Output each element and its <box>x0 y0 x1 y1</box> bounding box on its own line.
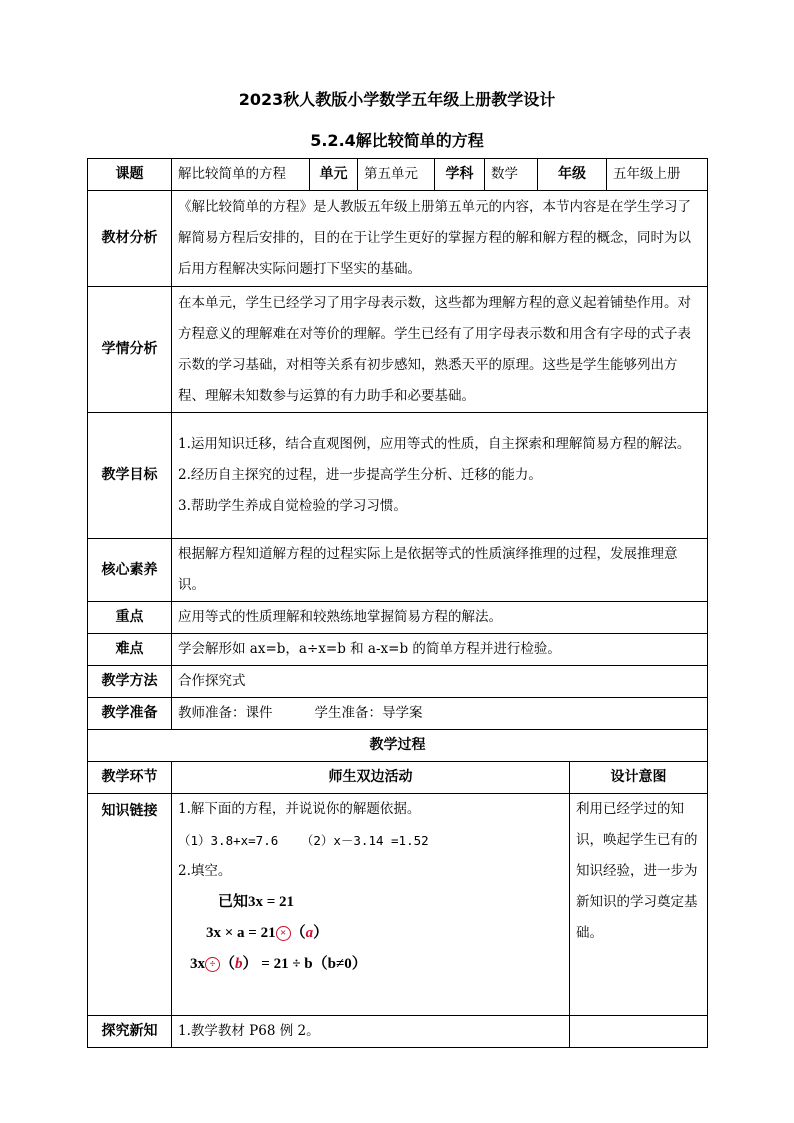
grade-label: 年级 <box>538 159 607 191</box>
paren-open: （ <box>290 925 306 941</box>
teacher-prep: 教师准备：课件 <box>178 705 273 721</box>
math-3-left: 3x <box>190 956 205 972</box>
col-stage-header: 教学环节 <box>88 762 172 794</box>
math-line-1: 已知3x = 21 <box>218 894 295 910</box>
col-intent-header: 设计意图 <box>570 762 708 794</box>
learning-text: 在本单元，学生已经学习了用字母表示数，这些都为理解方程的意义起着铺垫作用。对方程意义的理解难在对等价的理解。学生已经有了用字母表示数和用含有字母的式子表示数的学习基础，对相等关系有初步感知，熟悉天平的原理。这些是学生能够列出方程、理解未知数参与运算的有力助手和必要基础。 <box>172 287 708 413</box>
prep-label: 教学准备 <box>88 698 172 730</box>
link-question-2: 2.填空。 <box>178 863 232 879</box>
equation-1: （1）3.8+x=7.6 <box>178 833 279 848</box>
core-label: 核心素养 <box>88 539 172 602</box>
link-activity <box>172 794 570 1016</box>
paren-close: ） <box>313 925 329 941</box>
unit-label: 单元 <box>310 159 358 191</box>
method-label: 教学方法 <box>88 666 172 698</box>
divide-circle-icon: ÷ <box>205 957 220 972</box>
explore-intent <box>570 1016 708 1048</box>
goals-list <box>172 413 708 539</box>
lesson-plan-table <box>87 158 708 1048</box>
student-prep: 学生准备：导学案 <box>314 705 423 721</box>
unit-value: 第五单元 <box>358 159 435 191</box>
material-text: 《解比较简单的方程》是人教版五年级上册第五单元的内容，本节内容是在学生学习了解简易方程后安排的，目的在于让学生更好的掌握方程的解和解方程的概念，同时为以后用方程解决实际问题打下坚实的基础。 <box>172 191 708 287</box>
multiply-circle-icon: × <box>276 926 291 941</box>
subject-label: 学科 <box>435 159 485 191</box>
difficult-label: 难点 <box>88 634 172 666</box>
link-question-1: 1.解下面的方程，并说说你的解题依据。 <box>178 801 421 817</box>
document-title: 2023秋人教版小学数学五年级上册教学设计 <box>238 90 556 109</box>
explore-label: 探究新知 <box>88 1016 172 1048</box>
col-activity-header: 师生双边活动 <box>172 762 570 794</box>
goal-item: 2.经历自主探究的过程，进一步提高学生分析、迁移的能力。 <box>178 467 542 483</box>
fill-answer-b: b <box>235 956 243 972</box>
key-label: 重点 <box>88 602 172 634</box>
core-text: 根据解方程知道解方程的过程实际上是依据等式的性质演绎推理的过程，发展推理意识。 <box>172 539 708 602</box>
math-line-3 <box>178 949 563 980</box>
learning-label: 学情分析 <box>88 287 172 413</box>
link-label: 知识链接 <box>88 794 172 1016</box>
topic-value: 解比较简单的方程 <box>172 159 310 191</box>
explore-text: 1.教学教材 P68 例 2。 <box>172 1016 570 1048</box>
lesson-title: 5.2.4解比较简单的方程 <box>310 131 484 150</box>
math-line-2 <box>178 918 563 949</box>
topic-label: 课题 <box>88 159 172 191</box>
subject-value: 数学 <box>485 159 538 191</box>
process-title: 教学过程 <box>88 730 708 762</box>
math-3-right: ） = 21 ÷ b（b≠0） <box>242 956 367 972</box>
equation-2: （2）x－3.14 =1.52 <box>300 833 429 848</box>
material-label: 教材分析 <box>88 191 172 287</box>
equations-line <box>178 825 563 856</box>
goals-label: 教学目标 <box>88 413 172 539</box>
difficult-text: 学会解形如 ax=b，a÷x=b 和 a-x=b 的简单方程并进行检验。 <box>172 634 708 666</box>
method-text: 合作探究式 <box>172 666 708 698</box>
grade-value: 五年级上册 <box>607 159 708 191</box>
math-2-left: 3x × a = 21 <box>206 925 276 941</box>
goal-item: 1.运用知识迁移，结合直观图例，应用等式的性质，自主探索和理解简易方程的解法。 <box>178 436 691 452</box>
goal-item: 3.帮助学生养成自觉检验的学习习惯。 <box>178 498 407 514</box>
key-text: 应用等式的性质理解和较熟练地掌握简易方程的解法。 <box>172 602 708 634</box>
link-intent: 利用已经学过的知识，唤起学生已有的知识经验，进一步为新知识的学习奠定基础。 <box>570 794 708 1016</box>
paren-open: （ <box>220 956 236 972</box>
prep-text <box>172 698 708 730</box>
fill-answer-a: a <box>305 925 314 941</box>
